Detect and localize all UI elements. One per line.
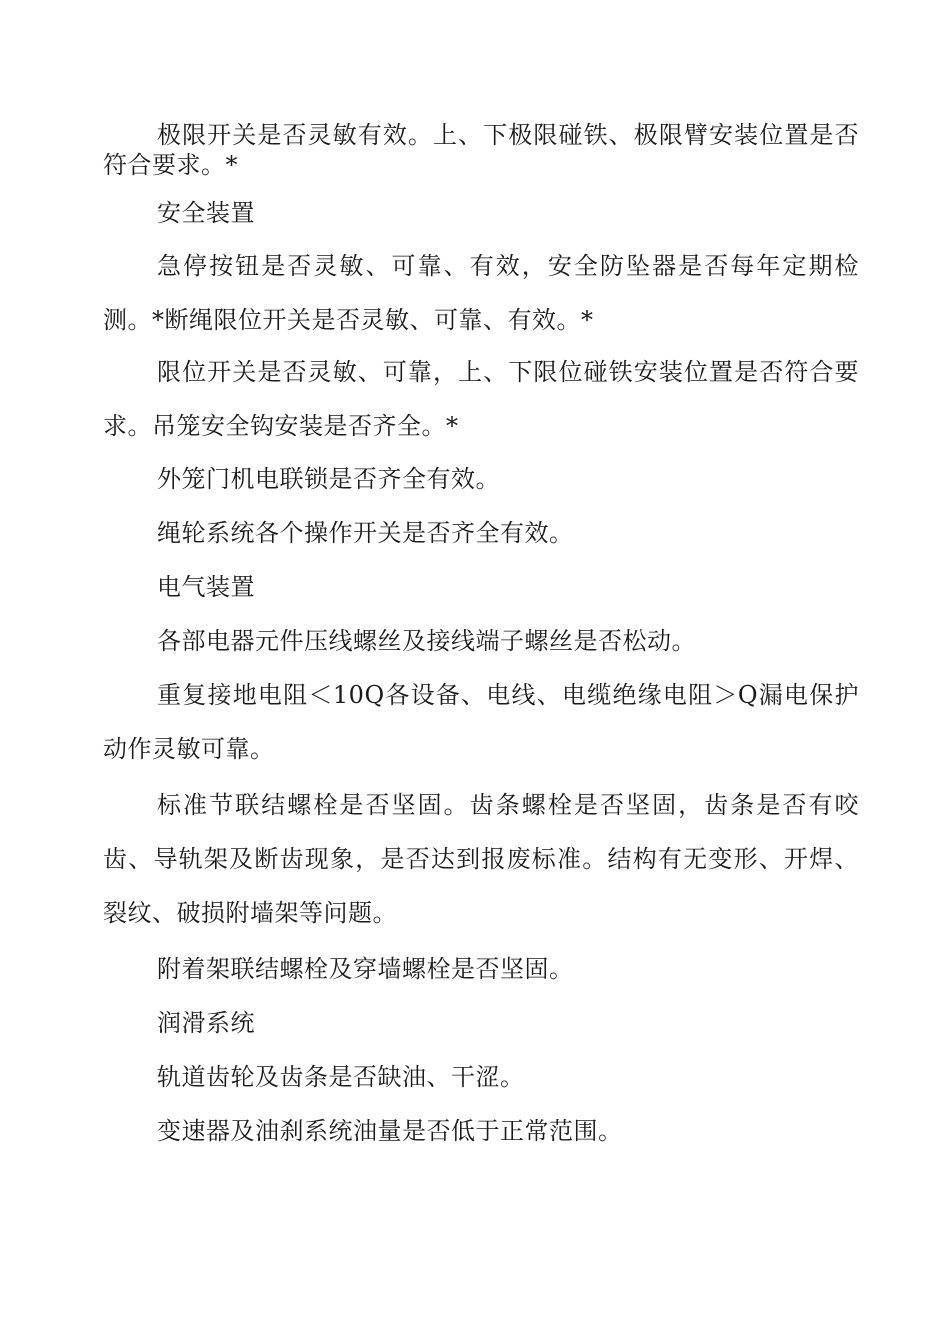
heading-lubrication-system: 润滑系统 (157, 1009, 255, 1037)
paragraph-wiring-screws: 各部电器元件压线螺丝及接线端子螺丝是否松动。 (157, 627, 696, 655)
paragraph-attachment-bolts: 附着架联结螺栓及穿墙螺栓是否坚固。 (157, 955, 574, 983)
paragraph-standard-section-bolts: 标准节联结螺栓是否坚固。齿条螺栓是否坚固，齿条是否有咬齿、导轨架及断齿现象，是否达到报废标准。结构有无变形、开焊、裂纹、破损附墙架等问题。 (103, 791, 859, 927)
paragraph-limit-switch: 极限开关是否灵敏有效。上、下极限碰铁、极限臂安装位置是否符合要求。* (103, 121, 859, 179)
paragraph-emergency-stop: 急停按钮是否灵敏、可靠、有效，安全防坠器是否每年定期检测。*断绳限位开关是否灵敏、可靠、有效。* (103, 252, 859, 334)
paragraph-track-gears: 轨道齿轮及齿条是否缺油、干涩。 (157, 1063, 525, 1091)
heading-safety-device: 安全装置 (157, 199, 255, 227)
paragraph-outer-cage-door: 外笼门机电联锁是否齐全有效。 (157, 465, 500, 493)
paragraph-position-switch: 限位开关是否灵敏、可靠，上、下限位碰铁安装位置是否符合要求。吊笼安全钩安装是否齐全。* (103, 358, 859, 440)
paragraph-gearbox-oil: 变速器及油刹系统油量是否低于正常范围。 (157, 1117, 623, 1145)
paragraph-grounding-resistance: 重复接地电阻＜10Q各设备、电线、电缆绝缘电阻＞Q漏电保护动作灵敏可靠。 (103, 681, 859, 763)
paragraph-rope-wheel-system: 绳轮系统各个操作开关是否齐全有效。 (157, 519, 574, 547)
heading-electrical-device: 电气装置 (157, 573, 255, 601)
